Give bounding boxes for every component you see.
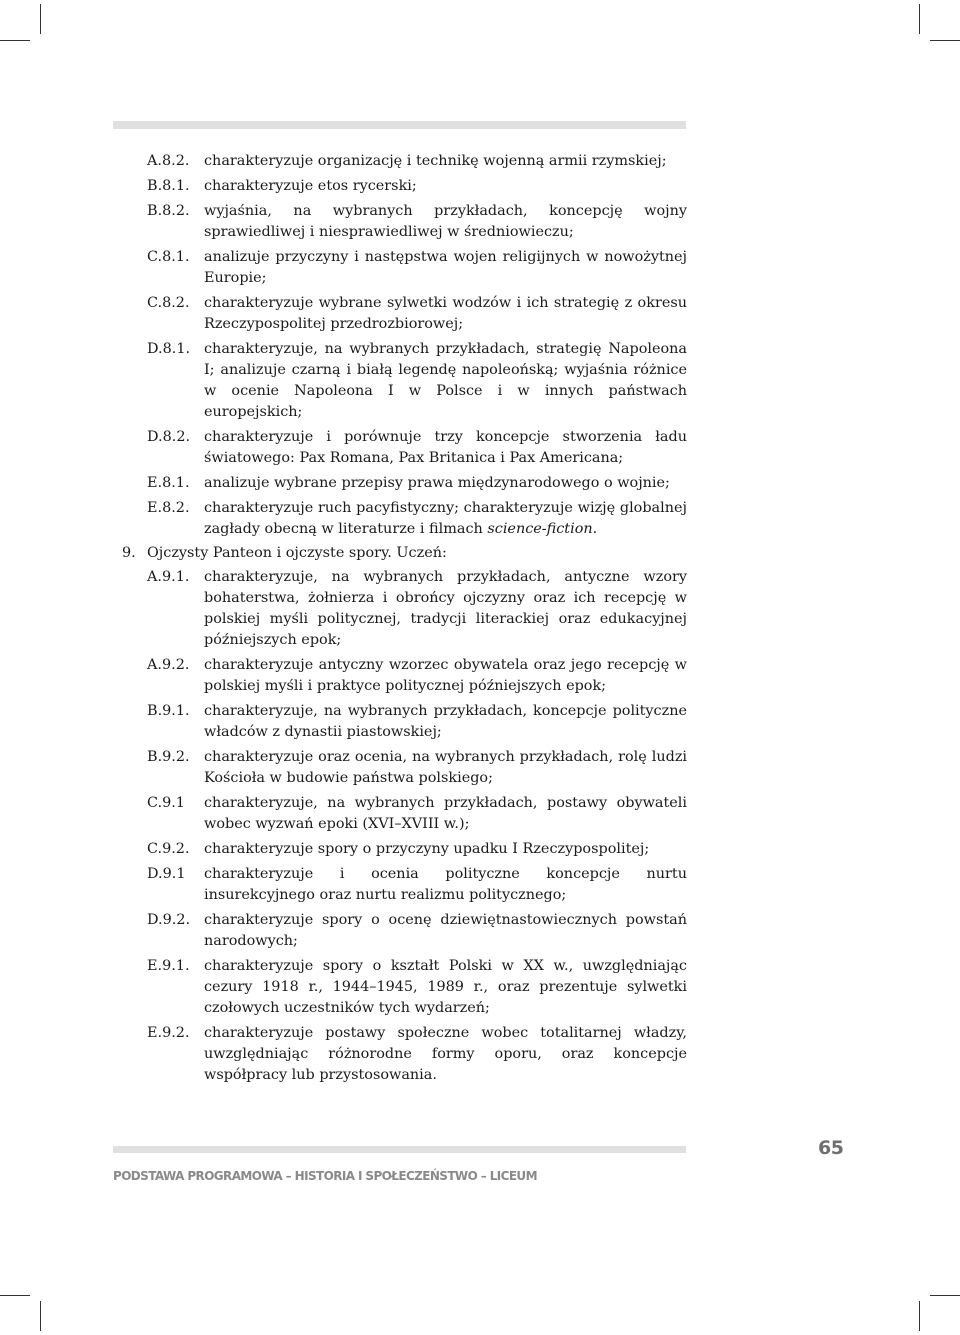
item-text: charakteryzuje spory o ocenę dziewiętnastowiecznych powstań narodowych; xyxy=(204,912,687,949)
list-item xyxy=(147,747,687,789)
list-item xyxy=(147,339,687,423)
item-code: D.8.2. xyxy=(147,429,191,445)
section-title: Ojczysty Panteon i ojczyste spory. Uczeń: xyxy=(147,545,447,561)
list-item xyxy=(147,567,687,651)
item-text: charakteryzuje etos rycerski; xyxy=(204,178,417,194)
item-code: D.9.1 xyxy=(147,866,186,882)
item-code: B.8.2. xyxy=(147,203,190,219)
item-text: charakteryzuje i ocenia polityczne koncepcje nurtu insurekcyjnego oraz nurtu realizmu politycznego; xyxy=(204,866,687,903)
item-text: charakteryzuje, na wybranych przykładach, antyczne wzory bohaterstwa, żołnierza i obrońcy ojczyzny oraz ich recepcję w polskiej myśli politycznej, tradycji literackiej oraz edukacyjnej późniejszych epok; xyxy=(204,569,687,648)
item-text: analizuje wybrane przepisy prawa międzynarodowego o wojnie; xyxy=(204,475,670,491)
item-code: B.9.2. xyxy=(147,749,190,765)
item-code: A.9.1. xyxy=(147,569,190,585)
section-heading xyxy=(122,543,687,564)
item-text: charakteryzuje, na wybranych przykładach, strategię Napoleona I; analizuje czarną i białą legendę napoleońską; wyjaśnia różnice w ocenie Napoleona I w Polsce i w innych państwach europejskich; xyxy=(204,341,687,420)
item-code: C.8.2. xyxy=(147,295,190,311)
list-item xyxy=(147,247,687,289)
list-item xyxy=(147,498,687,540)
item-text: charakteryzuje spory o kształt Polski w XX w., uwzględniając cezury 1918 r., 1944–1945, 1989 r., oraz prezentuje sylwetki czołowych uczestników tych wydarzeń; xyxy=(204,958,687,1016)
footer-title: PODSTAWA PROGRAMOWA – HISTORIA I SPOŁECZEŃSTWO – LICEUM xyxy=(113,1169,537,1183)
list-item xyxy=(147,151,687,172)
item-text: charakteryzuje i porównuje trzy koncepcje stworzenia ładu światowego: Pax Romana, Pax Britanica i Pax Americana; xyxy=(204,429,687,466)
list-item xyxy=(147,655,687,697)
crop-mark xyxy=(0,40,30,41)
crop-mark xyxy=(930,1295,960,1296)
footer-band xyxy=(113,1146,686,1153)
item-code: D.8.1. xyxy=(147,341,191,357)
item-code: C.8.1. xyxy=(147,249,190,265)
item-text: wyjaśnia, na wybranych przykładach, koncepcję wojny sprawiedliwej i niesprawiedliwej w średniowieczu; xyxy=(204,203,687,240)
item-text: charakteryzuje wybrane sylwetki wodzów i ich strategię z okresu Rzeczypospolitej przedrozbiorowej; xyxy=(204,295,687,332)
item-text-main: charakteryzuje ruch pacyfistyczny; charakteryzuje wizję globalnej zagłady obecną w literaturze i filmach xyxy=(204,500,687,537)
page-number: 65 xyxy=(818,1137,844,1159)
item-text-end: . xyxy=(592,521,598,537)
item-text: charakteryzuje spory o przyczyny upadku I Rzeczypospolitej; xyxy=(204,841,650,857)
curriculum-list xyxy=(122,151,687,1090)
item-code: C.9.1 xyxy=(147,795,185,811)
item-code: E.9.2. xyxy=(147,1025,190,1041)
item-text: charakteryzuje oraz ocenia, na wybranych przykładach, rolę ludzi Kościoła w budowie państwa polskiego; xyxy=(204,749,687,786)
item-code: D.9.2. xyxy=(147,912,191,928)
item-code: B.9.1. xyxy=(147,703,190,719)
list-item xyxy=(147,427,687,469)
list-item xyxy=(147,293,687,335)
list-item xyxy=(147,201,687,243)
item-code: A.8.2. xyxy=(147,153,190,169)
item-code: B.8.1. xyxy=(147,178,190,194)
list-item xyxy=(147,864,687,906)
crop-mark xyxy=(930,40,960,41)
crop-mark xyxy=(0,1295,30,1296)
header-band xyxy=(113,121,686,129)
list-item xyxy=(147,793,687,835)
crop-mark xyxy=(40,4,41,34)
item-text xyxy=(204,498,687,540)
item-code: E.9.1. xyxy=(147,958,190,974)
crop-mark xyxy=(919,1301,920,1331)
item-text: charakteryzuje, na wybranych przykładach, koncepcje polityczne władców z dynastii piastowskiej; xyxy=(204,703,687,740)
item-text: charakteryzuje postawy społeczne wobec totalitarnej władzy, uwzględniając różnorodne formy oporu, oraz koncepcje współpracy lub przystosowania. xyxy=(204,1025,687,1083)
item-text: charakteryzuje organizację i technikę wojenną armii rzymskiej; xyxy=(204,153,667,169)
list-item xyxy=(147,473,687,494)
list-item xyxy=(147,176,687,197)
item-code: A.9.2. xyxy=(147,657,190,673)
list-item xyxy=(147,956,687,1019)
list-item xyxy=(147,910,687,952)
section-number: 9. xyxy=(122,545,136,561)
item-text: charakteryzuje antyczny wzorzec obywatela oraz jego recepcję w polskiej myśli i praktyce politycznej późniejszych epok; xyxy=(204,657,687,694)
list-item xyxy=(147,701,687,743)
item-code: E.8.2. xyxy=(147,500,190,516)
item-text: analizuje przyczyny i następstwa wojen religijnych w nowożytnej Europie; xyxy=(204,249,687,286)
item-code: C.9.2. xyxy=(147,841,190,857)
crop-mark xyxy=(919,4,920,34)
item-text: charakteryzuje, na wybranych przykładach, postawy obywateli wobec wyzwań epoki (XVI–XVIII w.); xyxy=(204,795,687,832)
list-item xyxy=(147,1023,687,1086)
item-code: E.8.1. xyxy=(147,475,190,491)
item-text-italic: science-fiction xyxy=(487,521,593,537)
list-item xyxy=(147,839,687,860)
crop-mark xyxy=(40,1301,41,1331)
